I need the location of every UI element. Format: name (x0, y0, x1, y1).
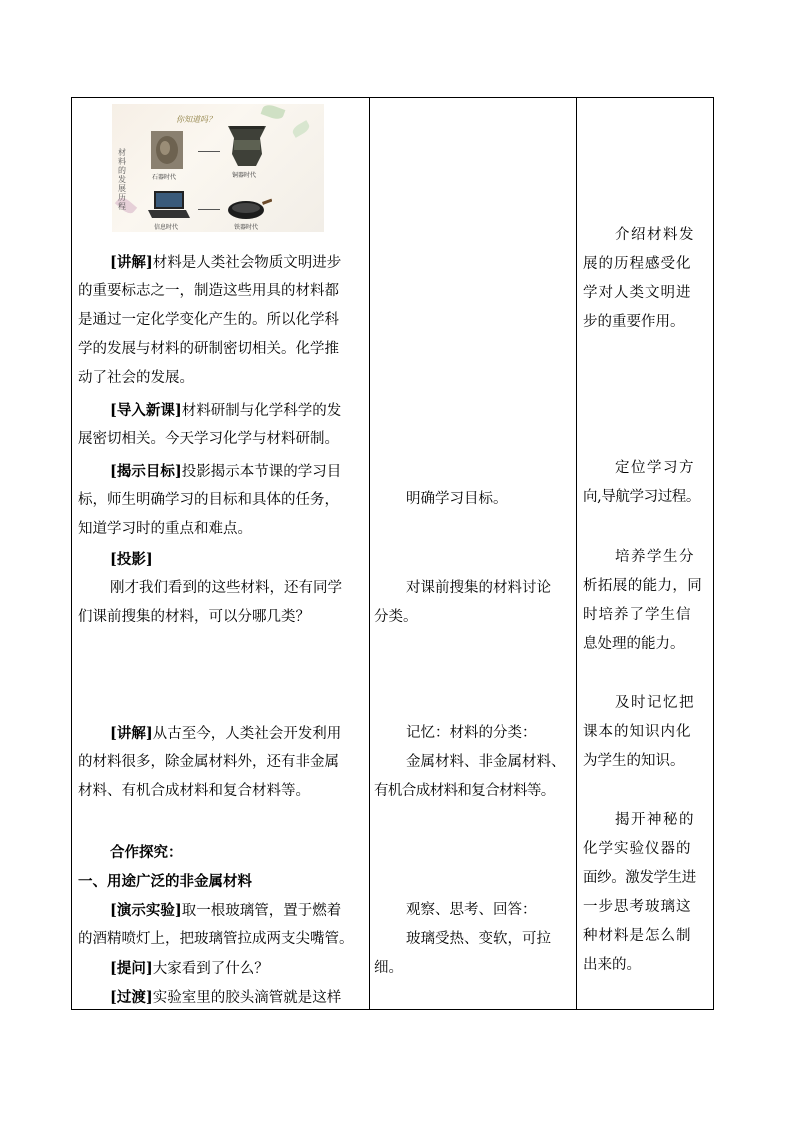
paragraph-line: 标，师生明确学习的目标和具体的任务， (78, 492, 339, 508)
student-activity-text: 细。 (374, 960, 403, 976)
student-activity-text: 玻璃受热、变软，可拉 (406, 931, 551, 947)
iron-wok-image (226, 196, 272, 222)
paragraph-line: 知道学习时的重点和难点。 (78, 521, 252, 537)
lesson-plan-table (71, 97, 714, 1010)
materials-history-figure (112, 104, 324, 232)
design-intent-text: 步的重要作用。 (583, 314, 685, 330)
paragraph-line: [导入新课]材料研制与化学科学的发 (110, 402, 342, 419)
paragraph-line: [演示实验]取一根玻璃管，置于燃着 (110, 902, 342, 919)
figure-title: 你知道吗？ (176, 115, 216, 124)
paragraph-heading: [投影] (110, 551, 153, 568)
student-activity-text: 对课前搜集的材料讨论 (406, 580, 551, 596)
paragraph-line: 的重要标志之一，制造这些用具的材料都 (78, 283, 339, 299)
section-heading: 一、用途广泛的非金属材料 (78, 873, 252, 890)
design-intent-text: 为学生的知识。 (583, 753, 685, 769)
design-intent-text: 学对人类文明进 (583, 285, 692, 301)
paragraph-line: 展密切相关。今天学习化学与材料研制。 (78, 431, 339, 447)
student-activity-text: 明确学习目标。 (406, 491, 508, 507)
paragraph-line: 动了社会的发展。 (78, 370, 194, 386)
caption-bronze-age: 铜器时代 (232, 172, 257, 179)
design-intent-text: 析拓展的能力，同 (583, 578, 703, 594)
paragraph-line: [讲解]从古至今，人类社会开发利用 (110, 725, 342, 742)
paragraph-line: 的材料很多，除金属材料外，还有非金属 (78, 754, 339, 770)
caption-iron-age: 铁器时代 (234, 224, 259, 231)
design-intent-text: 展的历程感受化 (583, 256, 692, 272)
teacher-activity-cell (72, 98, 370, 1010)
design-intent-text: 面纱。激发学生进 (583, 870, 696, 886)
paragraph-line: 的酒精喷灯上，把玻璃管拉成两支尖嘴管。 (78, 931, 354, 947)
student-activity-text: 金属材料、非金属材料、 (406, 754, 566, 770)
bronze-vessel-image (224, 124, 270, 168)
paragraph-line: [讲解]材料是人类社会物质文明进步 (110, 254, 342, 271)
student-activity-text: 记忆：材料的分类： (406, 725, 537, 741)
student-activity-text: 有机合成材料和复合材料等。 (374, 783, 555, 799)
paragraph-line: [揭示目标]投影揭示本节课的学习目 (110, 463, 342, 480)
design-intent-text: 揭开神秘的 (615, 812, 695, 828)
design-intent-text: 一步思考玻璃这 (583, 899, 692, 915)
paragraph-line: 刚才我们看到的这些材料，还有同学 (110, 580, 342, 596)
design-intent-text: 息处理的能力。 (583, 636, 685, 652)
paragraph-line: 是通过一定化学变化产生的。所以化学科 (78, 312, 339, 328)
design-intent-text: 时培养了学生信 (583, 607, 692, 623)
student-activity-text: 分类。 (374, 609, 418, 625)
student-activity-text: 观察、思考、回答： (406, 902, 537, 918)
table-row (72, 98, 714, 1010)
section-heading: 合作探究： (110, 844, 183, 861)
paragraph-line: 学的发展与材料的研制密切相关。化学推 (78, 341, 339, 357)
design-intent-cell (577, 98, 714, 1010)
caption-information-age: 信息时代 (154, 224, 179, 231)
design-intent-text: 课本的知识内化 (583, 724, 692, 740)
figure-side-label: 材料的发展历程 (118, 148, 126, 211)
design-intent-text: 介绍材料发 (615, 227, 695, 243)
design-intent-text: 化学实验仪器的 (583, 841, 692, 857)
paragraph-line: 们课前搜集的材料，可以分哪几类？ (78, 609, 310, 625)
design-intent-text: 种材料是怎么制 (583, 928, 692, 944)
caption-stone-age: 石器时代 (152, 174, 177, 181)
paragraph-line: [提问]大家看到了什么？ (110, 960, 269, 977)
laptop-image (146, 190, 190, 220)
paragraph-line: 材料、有机合成材料和复合材料等。 (78, 783, 310, 799)
design-intent-text: 培养学生分 (615, 549, 695, 565)
student-activity-cell (370, 98, 577, 1010)
design-intent-text: 出来的。 (583, 957, 641, 973)
design-intent-text: 及时记忆把 (615, 695, 695, 711)
design-intent-text: 定位学习方 (615, 460, 695, 476)
design-intent-text: 向,导航学习过程。 (583, 489, 701, 505)
stone-tool-image (150, 130, 184, 170)
paragraph-line: [过渡]实验室里的胶头滴管就是这样 (110, 989, 342, 1006)
